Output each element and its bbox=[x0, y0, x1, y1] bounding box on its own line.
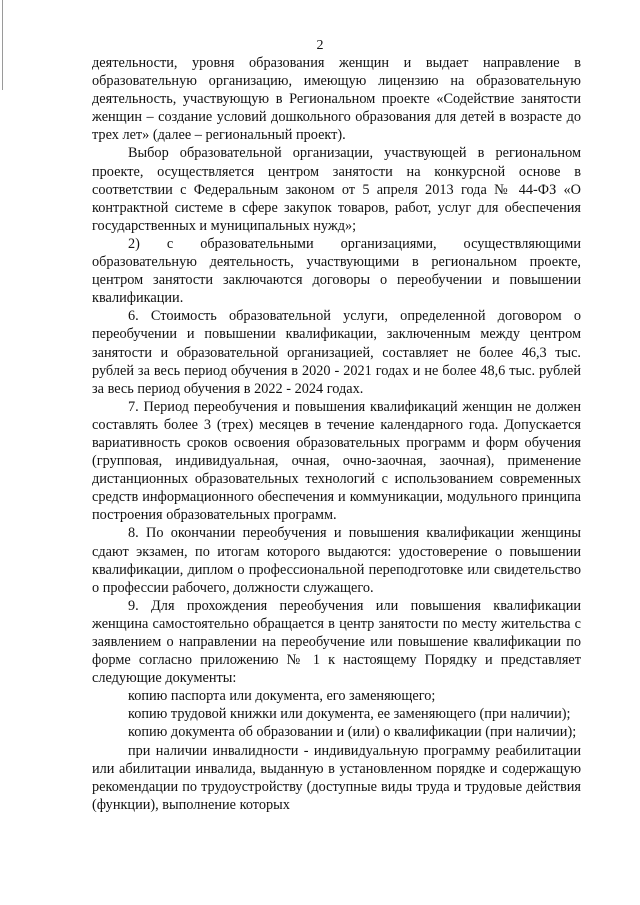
paragraph-item-2-contracts: 2) с образовательными организациями, осуществляющими образовательную деятельность, участвующими в региональном проекте, центром занятости заключаются договоры о переобучении и повышении квалификации. bbox=[92, 235, 581, 307]
document-body bbox=[92, 54, 581, 814]
paragraph-continuation: деятельности, уровня образования женщин и выдает направление в образовательную организацию, имеющую лицензию на образовательную деятельность, участвующую в Региональном проекте «Содействие занятости женщин – создание условий дошкольного образования для детей в возрасте до трех лет» (далее – региональный проект). bbox=[92, 55, 581, 144]
paragraph-8-exam: 8. По окончании переобучения и повышения квалификации женщины сдают экзамен, по итогам которого выдаются: удостоверение о повышении квалификации, диплом о профессиональной переподготовке или свидетельство о профессии рабочего, должности служащего. bbox=[92, 525, 581, 596]
page-number: 2 bbox=[316, 38, 324, 53]
list-item-passport-copy: копию паспорта или документа, его заменяющего; bbox=[128, 688, 436, 705]
paragraph-selection-of-organization: Выбор образовательной организации, участвующей в региональном проекте, осуществляется центром занятости на конкурсной основе в соответствии с Федеральным законом от 5 апреля 2013 года № 44-ФЗ «О контрактной системе в сфере закупок товаров, работ, услуг для обеспечения государственных и муниципальных нужд»; bbox=[92, 145, 581, 234]
paragraph-9-application: 9. Для прохождения переобучения или повышения квалификации женщина самостоятельно обращается в центр занятости по месту жительства с заявлением о направлении на переобучение или повышение квалификации по форме согласно приложению № 1 к настоящему Порядку и представляет следующие документы: bbox=[92, 597, 581, 687]
paragraph-7-period: 7. Период переобучения и повышения квалификаций женщин не должен составлять более 3 (трех) месяцев в течение календарного года. Допускается вариативность сроков освоения образовательных программ и форм обучения (групповая, индивидуальная, очная, очно-заочная, заочная), применение дистанционных образовательных технологий с использованием современных средств информационного обеспечения и коммуникации, модульного принципа построения образовательных программ. bbox=[92, 398, 581, 524]
list-item-disability-program: при наличии инвалидности - индивидуальную программу реабилитации или абилитации инвалида, выданную в установленном порядке и содержащую рекомендации по трудоустройству (доступные виды труда и трудовые действия (функции), выполнение которых bbox=[92, 742, 581, 813]
list-item-employment-record: копию трудовой книжки или документа, ее заменяющего (при наличии); bbox=[128, 706, 571, 723]
paragraph-6-cost: 6. Стоимость образовательной услуги, определенной договором о переобучении и повышении квалификации, заключенным между центром занятости и образовательной организацией, составляет не более 46,3 тыс. рублей за весь период обучения в 2020 - 2021 годах и не более 48,6 тыс. рублей за весь период обучения в 2022 - 2024 годах. bbox=[92, 308, 581, 397]
list-item-education-document: копию документа об образовании и (или) о квалификации (при наличии); bbox=[128, 724, 577, 741]
